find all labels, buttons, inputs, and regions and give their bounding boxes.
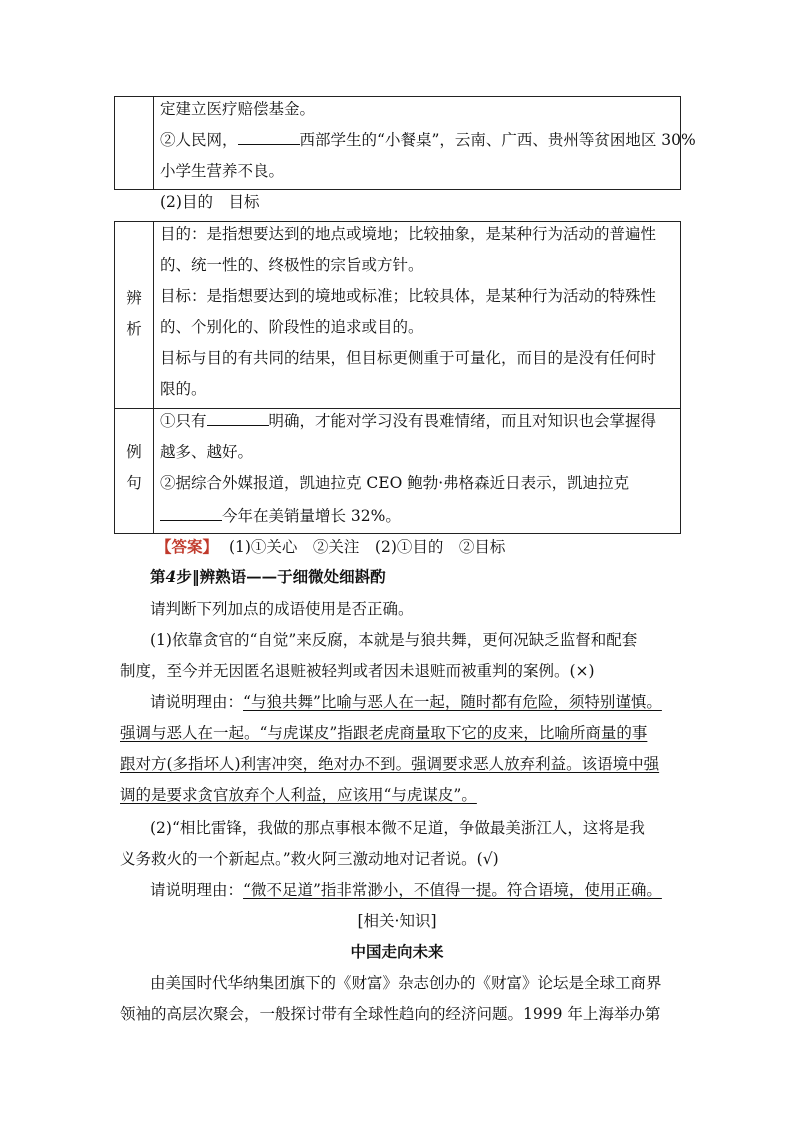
step-heading — [150, 567, 386, 587]
analysis-line-2: 的、统一性的、终极性的宗旨或方针。 — [160, 256, 424, 274]
table1-line-1: 定建立医疗赔偿基金。 — [160, 100, 316, 118]
reason-text: “微不足道”指非常渺小，不值得一提。符合语境，使用正确。 — [243, 881, 662, 899]
reason-prefix: 请说明理由： — [150, 693, 244, 711]
example-line-3: ②据综合外媒报道，凯迪拉克 CEO 鲍勃·弗格森近日表示，凯迪拉克 — [160, 474, 630, 492]
table1-line-2 — [160, 130, 696, 150]
table1-line-2-prefix: ②人民网， — [160, 131, 238, 149]
related-title: 中国走向未来 — [350, 942, 444, 961]
step-number: 4 — [165, 567, 177, 586]
example-line-4-rest: 今年在美销量增长 32%。 — [222, 507, 401, 525]
analysis-line-1: 目的：是指想要达到的地点或境地；比较抽象，是某种行为活动的普遍性 — [160, 225, 657, 243]
side-label-example — [114, 437, 154, 499]
side-label-analysis — [114, 283, 154, 345]
q1-reason-line-3: 跟对方(多指坏人)利害冲突，绝对办不到。强调要求恶人放弃利益。该语境中强 — [120, 755, 660, 773]
table1-line-2-rest: 西部学生的“小餐桌”，云南、广西、贵州等贫困地区 30% — [299, 131, 696, 149]
table-row-divider — [114, 408, 681, 409]
step-prefix: 第 — [150, 567, 166, 586]
fill-blank — [238, 130, 300, 145]
answer-tag: 【答案】 — [156, 537, 219, 556]
reason-prefix: 请说明理由： — [150, 881, 244, 899]
side-label-char: 析 — [126, 320, 142, 338]
related-heading: [相关·知识] — [357, 912, 437, 930]
instruction: 请判断下列加点的成语使用是否正确。 — [150, 600, 414, 618]
answer-text: (1)①关心 ②关注 (2)①目的 ②目标 — [228, 538, 506, 556]
q1-line-1: (1)依靠贪官的“自觉”来反腐，本就是与狼共舞，更何况缺乏监督和配套 — [150, 631, 638, 649]
step-title: 步‖辨熟语——于细微处细斟酌 — [176, 567, 386, 586]
q1-reason-line-2: 强调与恶人在一起。“与虎谋皮”指跟老虎商量取下它的皮来，比喻所商量的事 — [120, 724, 648, 742]
analysis-line-4: 的、个别化的、阶段性的追求或目的。 — [160, 318, 424, 336]
side-label-char: 辨 — [126, 289, 142, 307]
side-label-char: 句 — [126, 474, 142, 492]
example-line-2: 越多、越好。 — [160, 443, 254, 461]
section-heading-2: (2)目的 目标 — [160, 193, 260, 211]
q2-line-1: (2)“相比雷锋，我做的那点事根本微不足道，争做最美浙江人，这将是我 — [150, 819, 645, 837]
reason-text: “与狼共舞”比喻与恶人在一起，随时都有危险，须特别谨慎。 — [243, 693, 662, 711]
table-divider — [153, 96, 154, 190]
fill-blank — [160, 506, 222, 521]
example-line-4 — [160, 506, 401, 526]
table1-line-3: 小学生营养不良。 — [160, 162, 285, 180]
related-line-2: 领袖的高层次聚会，一般探讨带有全球性趋向的经济问题。1999 年上海举办第 — [120, 1005, 661, 1023]
example-line-1 — [160, 411, 656, 431]
fill-blank — [207, 411, 269, 426]
analysis-line-5: 目标与目的有共同的结果，但目标更侧重于可量化，而目的是没有任何时 — [160, 349, 657, 367]
side-label-char: 例 — [126, 443, 142, 461]
q2-reason — [150, 880, 662, 900]
q2-line-2: 义务救火的一个新起点。”救火阿三激动地对记者说。(√) — [120, 850, 499, 868]
q1-reason-line-1 — [150, 692, 662, 712]
example-line-1-rest: 明确，才能对学习没有畏难情绪，而且对知识也会掌握得 — [268, 412, 657, 430]
q1-line-2: 制度，至今并无因匿名退赃被轻判或者因未退赃而被重判的案例。(×) — [120, 662, 595, 680]
answer-line — [156, 537, 505, 557]
analysis-line-6: 限的。 — [160, 380, 207, 398]
related-line-1: 由美国时代华纳集团旗下的《财富》杂志创办的《财富》论坛是全球工商界 — [150, 974, 662, 992]
q1-reason-line-4: 调的是要求贪官放弃个人利益，应该用“与虎谋皮”。 — [120, 786, 477, 804]
analysis-line-3: 目标：是指想要达到的境地或标准；比较具体，是某种行为活动的特殊性 — [160, 287, 657, 305]
example-line-1-prefix: ①只有 — [160, 412, 207, 430]
